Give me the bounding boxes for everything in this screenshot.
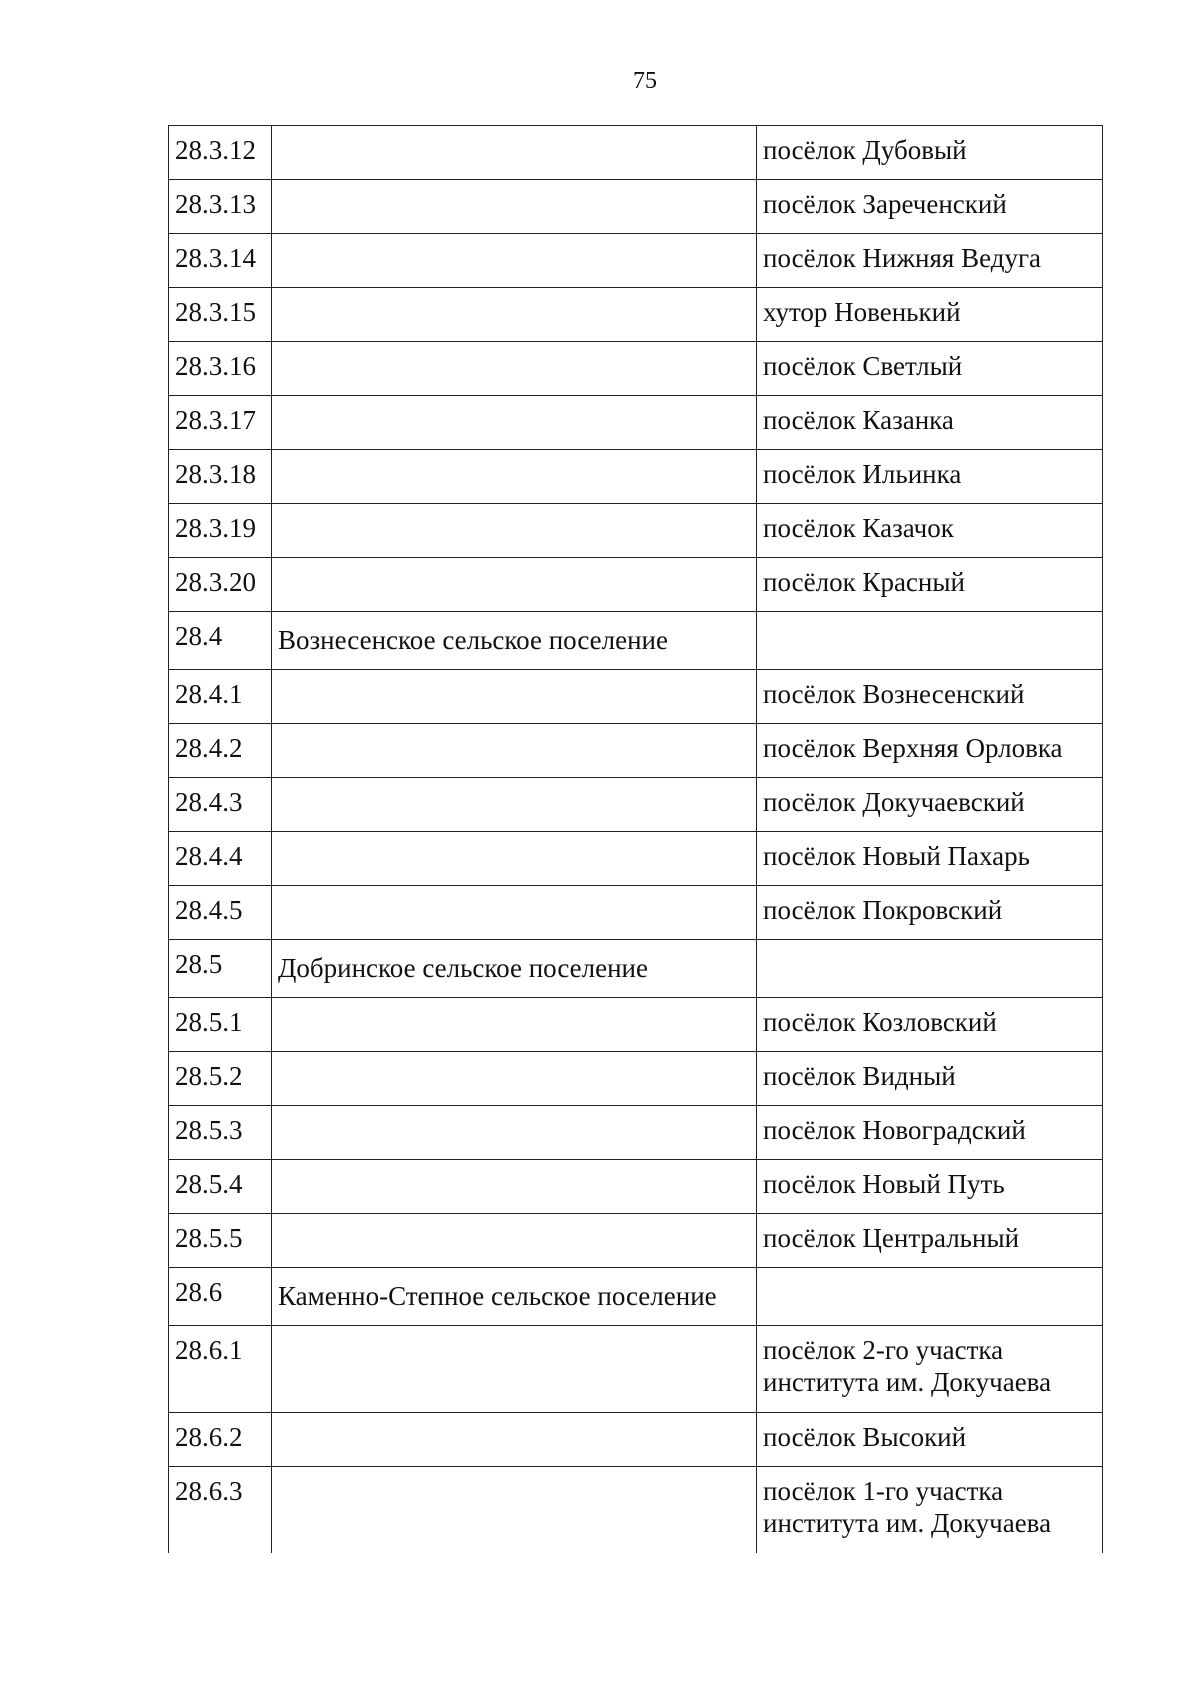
locality-name: посёлок Докучаевский [757,778,1103,832]
settlement-name [272,1214,757,1268]
row-number: 28.5.2 [169,1052,272,1106]
row-number: 28.3.12 [169,126,272,180]
row-number: 28.5 [169,940,272,998]
settlement-name [272,1326,757,1413]
settlement-name [272,998,757,1052]
settlement-name [272,126,757,180]
settlement-name [272,886,757,940]
row-number: 28.5.3 [169,1106,272,1160]
locality-name: посёлок Высокий [757,1413,1103,1467]
settlement-name [272,1413,757,1467]
settlement-name [272,778,757,832]
row-number: 28.4 [169,612,272,670]
settlement-name [272,724,757,778]
settlement-name [272,670,757,724]
settlement-name [272,396,757,450]
table-row [169,1326,1103,1413]
settlement-name [272,558,757,612]
table-row [169,342,1103,396]
locality-name: посёлок Покровский [757,886,1103,940]
row-number: 28.4.4 [169,832,272,886]
locality-name: посёлок Казачок [757,504,1103,558]
settlement-name [272,1106,757,1160]
row-number: 28.3.13 [169,180,272,234]
table-row-group-header [169,1268,1103,1326]
locality-name: посёлок Вознесенский [757,670,1103,724]
locality-name: посёлок Нижняя Ведуга [757,234,1103,288]
table-row [169,126,1103,180]
locality-name: посёлок Козловский [757,998,1103,1052]
locality-name: посёлок Верхняя Орловка [757,724,1103,778]
row-number: 28.4.1 [169,670,272,724]
settlement-name [272,450,757,504]
page-number: 75 [633,68,657,94]
row-number: 28.3.14 [169,234,272,288]
row-number: 28.4.2 [169,724,272,778]
locality-name: посёлок Дубовый [757,126,1103,180]
row-number: 28.4.5 [169,886,272,940]
settlement-name [272,180,757,234]
locality-name: посёлок Светлый [757,342,1103,396]
locality-name: посёлок Ильинка [757,450,1103,504]
row-number: 28.3.17 [169,396,272,450]
table-row [169,1467,1103,1554]
locality-name: посёлок 1-го участка института им. Докучаева [757,1467,1103,1554]
locality-name: посёлок 2-го участка института им. Докучаева [757,1326,1103,1413]
locality-name: посёлок Новый Путь [757,1160,1103,1214]
settlements-table [168,125,1103,1553]
locality-name: посёлок Казанка [757,396,1103,450]
locality-name: посёлок Красный [757,558,1103,612]
settlement-name [272,1467,757,1554]
row-number: 28.6 [169,1268,272,1326]
table-row [169,450,1103,504]
locality-name: посёлок Центральный [757,1214,1103,1268]
row-number: 28.5.4 [169,1160,272,1214]
table-row [169,724,1103,778]
table-row [169,1052,1103,1106]
table-row [169,670,1103,724]
settlement-name: Добринское сельское поселение [272,940,757,998]
table-row [169,1106,1103,1160]
locality-name: хутор Новенький [757,288,1103,342]
table-row [169,504,1103,558]
locality-name: посёлок Новый Пахарь [757,832,1103,886]
row-number: 28.3.20 [169,558,272,612]
locality-name [757,940,1103,998]
table-row-group-header [169,940,1103,998]
table-row [169,1413,1103,1467]
settlement-name [272,342,757,396]
locality-name: посёлок Зареченский [757,180,1103,234]
settlement-name [272,832,757,886]
row-number: 28.3.18 [169,450,272,504]
locality-name [757,612,1103,670]
settlement-name: Вознесенское сельское поселение [272,612,757,670]
table-row [169,832,1103,886]
table-row [169,1214,1103,1268]
table-row [169,396,1103,450]
locality-name [757,1268,1103,1326]
settlement-name: Каменно-Степное сельское поселение [272,1268,757,1326]
row-number: 28.6.2 [169,1413,272,1467]
table-row [169,886,1103,940]
table-row [169,288,1103,342]
row-number: 28.5.1 [169,998,272,1052]
table-row [169,998,1103,1052]
locality-name: посёлок Видный [757,1052,1103,1106]
settlement-name [272,1052,757,1106]
row-number: 28.5.5 [169,1214,272,1268]
row-number: 28.3.19 [169,504,272,558]
table-row [169,1160,1103,1214]
settlement-name [272,234,757,288]
table-body [169,126,1103,1554]
table-row [169,180,1103,234]
table-row [169,558,1103,612]
row-number: 28.4.3 [169,778,272,832]
table-row [169,778,1103,832]
locality-name: посёлок Новоградский [757,1106,1103,1160]
row-number: 28.6.3 [169,1467,272,1554]
settlement-name [272,288,757,342]
row-number: 28.3.15 [169,288,272,342]
row-number: 28.6.1 [169,1326,272,1413]
settlement-name [272,1160,757,1214]
row-number: 28.3.16 [169,342,272,396]
settlement-name [272,504,757,558]
table-row-group-header [169,612,1103,670]
table-row [169,234,1103,288]
